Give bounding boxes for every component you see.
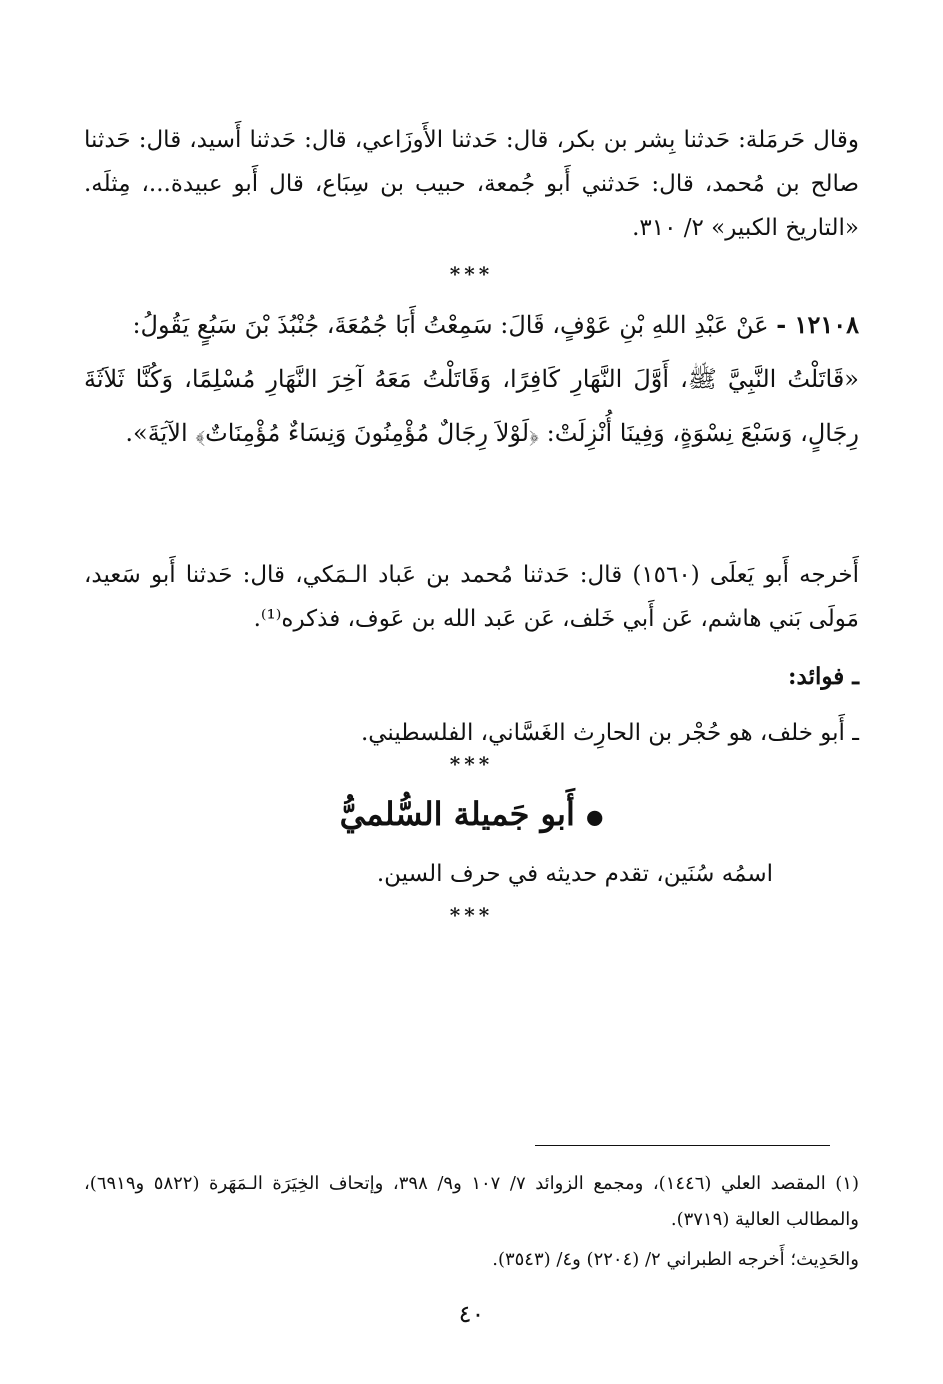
separator-stars: *** (449, 903, 494, 927)
hadith-chain-line (84, 298, 859, 352)
page-number: ٤٠ (458, 1300, 485, 1328)
benefits-title: ـ فوائد: (788, 663, 859, 690)
footnotes (84, 1166, 859, 1278)
section-note-paragraph (84, 852, 773, 896)
benefits-item: ـ أَبو خلف، هو حُجْر بن الحارِث الغَسَّاني، الفلسطيني. (360, 720, 859, 746)
intro-paragraph (84, 118, 859, 250)
intro-narration: وقال حَرمَلة: حَدثنا بِشر بن بكر، قال: حَدثنا الأَوزَاعي، قال: حَدثنا أَسيد، قال: حَدثنا صالح بن مُحمد، قال: حَدثني أَبو جُمعة، حبيب بن سِبَاع، قال أَبو عبيدة...، مِثلَه. «التاريخ الكبير» ٢/ ٣١٠. (84, 127, 859, 241)
section-heading (0, 795, 943, 833)
takhrij-paragraph (84, 553, 859, 641)
section-note: اسمُه سُنَين، تقدم حديثه في حرف السين. (376, 861, 773, 887)
footnote-2: والحَدِيث؛ أَخرجه الطبراني ٢/ (٢٢٠٤) و٤/ (٣٥٤٣). (492, 1249, 859, 1270)
hadith-matn: «قَاتَلْتُ النَّبِيَّ ﷺ، أَوَّلَ النَّهَارِ كَافِرًا، وَقَاتَلْتُ مَعَهُ آخِرَ النَّهَارِ مُسْلِمًا، وَكُنَّا ثَلاَثَةَ رِجَالٍ، وَسَبْعَ نِسْوَةٍ، وَفِينَا أُنْزِلَتْ: ﴿لَوْلاَ رِجَالٌ مُؤْمِنُونَ وَنِسَاءٌ مُؤْمِنَاتٌ﴾ الآيَةَ». (84, 365, 859, 447)
separator-stars: *** (449, 752, 494, 776)
hadith-chain: عَنْ عَبْدِ اللهِ بْنِ عَوْفٍ، قَالَ: سَمِعْتُ أَبَا جُمُعَةَ، جُنْبُذَ بْنَ سَبُعٍ يَقُولُ: (132, 311, 769, 339)
separator-stars: *** (449, 262, 494, 286)
footnote-1: (١) المقصد العلي (١٤٤٦)، ومجمع الزوائد ٧/ ١٠٧ و٩/ ٣٩٨، وإتحاف الخِيَرَة الـمَهَرة (٥٨٢٢ و٦٩١٩)، والمطالب العالية (٣٧١٩). (84, 1173, 859, 1230)
bullet-icon: ● (585, 804, 604, 829)
footnote-divider (535, 1145, 830, 1146)
hadith-paragraph (84, 298, 859, 460)
hadith-number: ١٢١٠٨ - (776, 310, 859, 339)
takhrij-text: أَخرجه أَبو يَعلَى (١٥٦٠) قال: حَدثنا مُحمد بن عَباد الـمَكي، قال: حَدثنا أَبو سَعيد، مَولَى بَني هاشم، عَن أَبي خَلف، عَن عَبد الله بن عَوف، فذكره⁽¹⁾. (84, 562, 859, 632)
benefits-section (84, 655, 859, 755)
section-heading-text: أَبو جَميلة السُّلميُّ (339, 795, 575, 833)
